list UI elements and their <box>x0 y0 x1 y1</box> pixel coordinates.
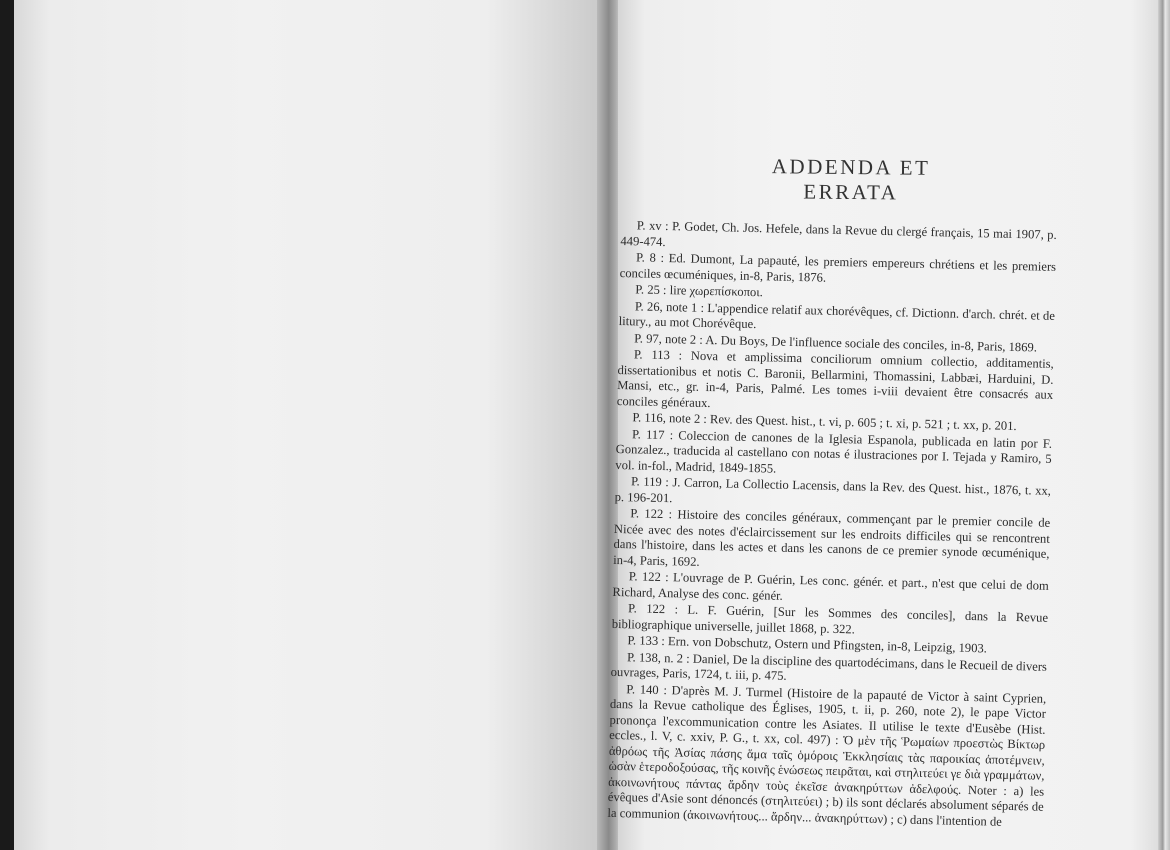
errata-entry: P. 133 : Ern. von Dobschutz, Ostern und Pfingsten, in-8, Leipzig, 1903. <box>627 633 988 656</box>
page-edge <box>1158 0 1170 850</box>
errata-entry: P. 117 : Coleccion de canones de la Iglesia Espanola, publicada en latin por F. Gonzalez., traducida al castellano con notas é ilustraciones por I. Tejada y Ramiro, 5 vol. in-fol., Madrid, 1849-1855. <box>615 426 1053 476</box>
errata-entry: P. 122 : Histoire des conciles généraux, commençant par le premier concile de Nicée avec des notes d'éclaircissement sur les endroits difficiles qui se rencontrent dans l'histoire, dans les actes et dans les canons de ce premier synode œcuménique, in-4, Paris, 1692. <box>613 506 1051 569</box>
errata-entry: P. 116, note 2 : Rev. des Quest. hist., t. vi, p. 605 ; t. xi, p. 521 ; t. xx, p. 201. <box>632 410 1017 434</box>
errata-entry: P. 113 : Nova et amplissima conciliorum omnium collectio, additamentis, dissertationibus et notis C. Baronii, Bellarmini, Thomassini, Labbæi, Harduini, D. Mansi, etc., gr. in-4, Paris, Palmé. Les tomes i-viii devaient être consacrés aux conciles généraux. <box>616 347 1054 410</box>
page-title: ADDENDA ET ERRATA <box>771 154 931 205</box>
errata-entry: P. 97, note 2 : A. Du Boys, De l'influence sociale des conciles, in-8, Paris, 1869. <box>634 330 1038 354</box>
errata-entry: P. 8 : Ed. Dumont, La papauté, les premiers empereurs chrétiens et les premiers conciles œcuméniques, in-8, Paris, 1876. <box>619 250 1057 285</box>
errata-entry: P. xv : P. Godet, Ch. Jos. Hefele, dans la Revue du clergé français, 15 mai 1907, p. 449-474. <box>620 218 1057 249</box>
errata-entry: P. 140 : D'après M. J. Turmel (Histoire de la papauté de Victor à saint Cyprien, dans la Revue catholique des Églises, 1905, t. ii, p. 260, note 2), le pape Victor prononça l'excommunication contre les Asiates. Il utilise le texte d'Eusèbe (Hist. eccles., l. V, c. xxiv, P. G., t. xx, col. 497) : Ὁ μὲν τῆς Ῥωμαίων προεστὼς Βίκτωρ ἀθρόως τῆς Ἀσίας πάσης ἅμα ταῖς ὁμόροις Ἐκκλησίαις τὰς παροικίας ἀποτέμνειν, ὡσὰν ἑτεροδοξούσας, τῆς κοινῆς ἑνώσεως πειρᾶται, καὶ στηλιτεύει γε διὰ γραμμάτων, ἀκοινωνήτους πάντας ἄρδην τοὺς ἐκεῖσε ἀνακηρύττων ἀδελφούς. Noter : a) les évêques d'Asie sont dénoncés (στηλιτεύει) ; b) ils sont déclarés absolument séparés de la communion (ἀκοινωνήτους... ἄρδην... ἀνακηρύττων) ; c) dans l'intention de <box>607 681 1047 829</box>
errata-entry: P. 138, n. 2 : Daniel, De la discipline des quartodécimans, dans le Recueil de divers ouvrages, Paris, 1724, t. iii, p. 475. <box>610 649 1048 683</box>
blank-left-page <box>14 0 604 850</box>
errata-entry: P. 26, note 1 : L'appendice relatif aux chorévêques, cf. Dictionn. d'arch. chrét. et de litury., au mot Chorévêque. <box>618 298 1056 332</box>
errata-entry: P. 122 : L'ouvrage de P. Guérin, Les conc. génér. et part., n'est que celui de dom Richard, Analyse des conc. génér. <box>612 569 1049 603</box>
errata-list <box>607 218 1057 832</box>
errata-entry: P. 122 : L. F. Guérin, [Sur les Sommes des conciles], dans la Revue bibliographique universelle, juillet 1868, p. 322. <box>611 601 1049 636</box>
errata-entry: P. 119 : J. Carron, La Collectio Lacensis, dans la Rev. des Quest. hist., 1876, t. xx, p. 196-201. <box>614 474 1052 505</box>
errata-entry: P. 25 : lire χωρεπίσκοποι. <box>635 282 764 300</box>
